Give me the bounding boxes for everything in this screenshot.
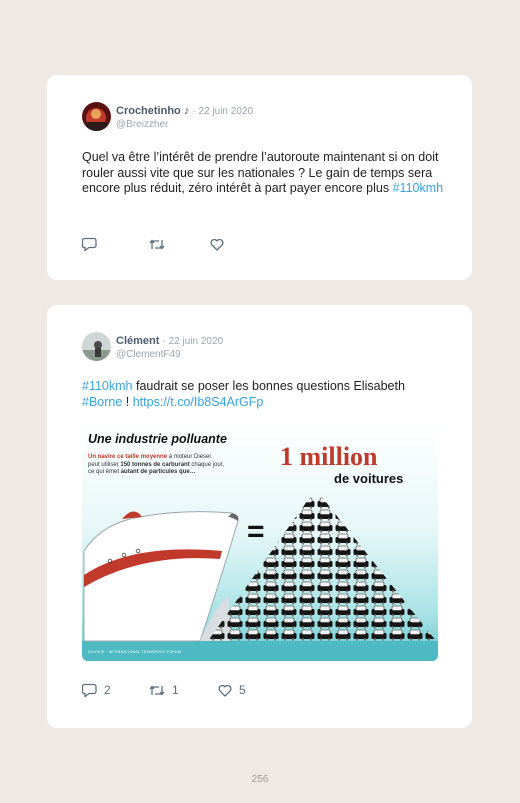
tweet-image[interactable] — [82, 425, 438, 661]
hashtag-link[interactable]: #Borne — [82, 394, 123, 409]
author-name[interactable]: Crochetinho ♪ — [116, 105, 190, 117]
heart-icon — [218, 684, 232, 697]
retweet-count: 1 — [172, 683, 179, 697]
tweet-date[interactable]: · 22 juin 2020 — [192, 106, 254, 117]
infographic-text: autant de particules que… — [120, 469, 196, 475]
tweet-card — [47, 305, 472, 728]
author-name[interactable]: Clément — [116, 335, 160, 347]
like-count: 5 — [239, 683, 246, 697]
infographic-text: peut utiliser — [88, 461, 121, 468]
infographic-text: Un navire ce taille moyenne — [88, 454, 168, 460]
infographic-big-number: 1 million — [280, 442, 378, 471]
retweet-button[interactable] — [149, 238, 210, 251]
reply-icon — [82, 683, 97, 697]
tweet-text-body: faudrait se poser les bonnes questions Elisabeth — [132, 379, 405, 393]
infographic-source: SOURCE : INTERNATIONAL TRANSPORT FORUM — [88, 650, 182, 654]
tweet-text — [82, 379, 447, 410]
author-handle[interactable]: @Breizzher — [116, 119, 169, 130]
reply-button[interactable] — [82, 237, 149, 251]
infographic-subtitle — [88, 454, 278, 477]
reply-count: 2 — [104, 683, 111, 697]
tweet-text-body: ! — [122, 394, 133, 409]
like-button[interactable] — [210, 238, 224, 251]
tweet-date[interactable]: · 22 juin 2020 — [162, 336, 224, 347]
tweet-text — [82, 150, 447, 197]
infographic-text: 150 tonnes de carburant — [120, 461, 190, 468]
avatar[interactable] — [82, 102, 111, 131]
heart-icon — [210, 238, 224, 251]
author-handle[interactable]: @ClementF49 — [116, 349, 181, 360]
tweet-text-body: Quel va être l’intérêt de prendre l’autoroute maintenant si on doit rouler aussi vite que sur les nationales ? Le gain de temps sera encore plus réduit, zéro intérêt à part payer encore plus — [82, 150, 439, 195]
like-button[interactable] — [218, 683, 246, 697]
hashtag-link[interactable]: #110kmh — [82, 379, 133, 393]
infographic-text: chaque jour, — [189, 461, 225, 468]
tweet-actions — [82, 237, 224, 251]
tweet-actions — [82, 683, 246, 697]
retweet-icon — [149, 684, 165, 697]
infographic-title: Une industrie polluante — [88, 432, 227, 446]
page-number: 256 — [251, 774, 269, 785]
infographic-text: ce qui émet — [88, 469, 121, 475]
retweet-button[interactable] — [149, 683, 218, 697]
avatar[interactable] — [82, 332, 111, 361]
url-link[interactable]: https://t.co/Ib8S4ArGFp — [132, 394, 264, 409]
reply-button[interactable] — [82, 683, 149, 697]
reply-icon — [82, 237, 97, 251]
tweet-card — [47, 75, 472, 280]
infographic-equals: = — [247, 515, 265, 548]
hashtag-link[interactable]: #110kmh — [392, 181, 444, 195]
infographic-text: à moteur Diesel — [167, 454, 211, 460]
infographic-big-subtitle: de voitures — [334, 471, 404, 486]
retweet-icon — [149, 238, 165, 251]
